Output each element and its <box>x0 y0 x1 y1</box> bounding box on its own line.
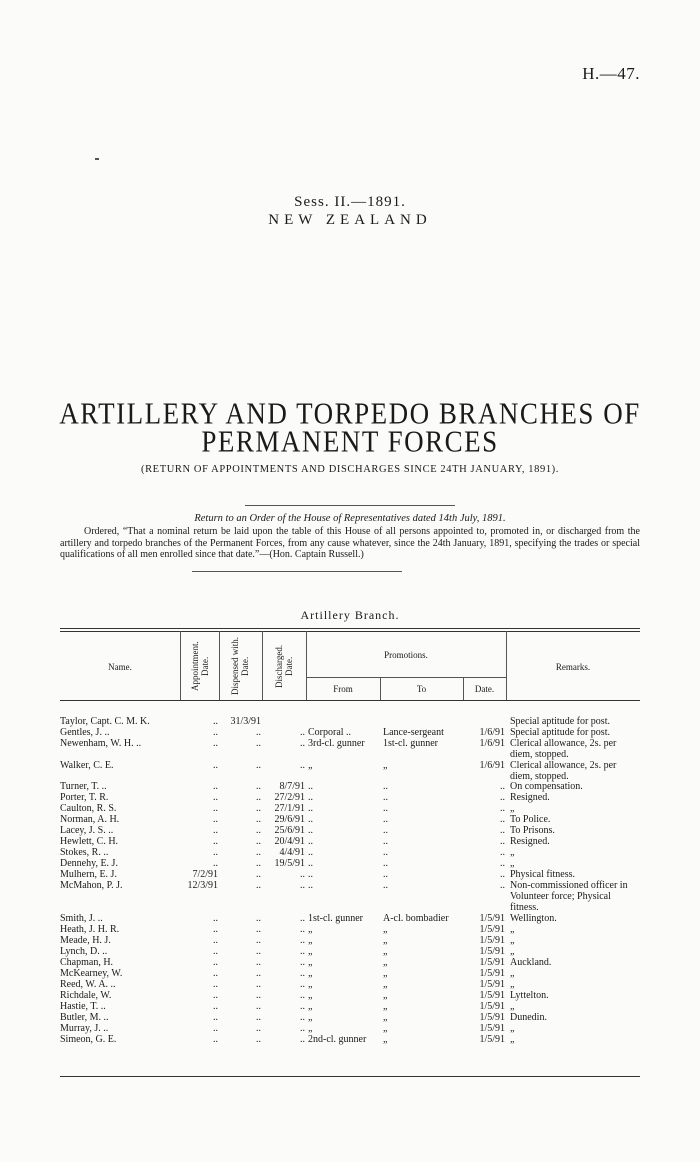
cell-disch: 19/5/91 <box>274 858 305 869</box>
cell-from: „ <box>308 924 313 935</box>
cell-appt: .. <box>213 1023 218 1034</box>
cell-disch: .. <box>300 880 305 891</box>
cell-disch: .. <box>300 913 305 924</box>
cell-from: „ <box>308 935 313 946</box>
cell-to: .. <box>383 792 388 803</box>
cell-appt: .. <box>213 738 218 749</box>
cell-disp: .. <box>256 1012 261 1023</box>
cell-from: .. <box>308 858 313 869</box>
cell-appt: .. <box>213 935 218 946</box>
page-subtitle: (RETURN OF APPOINTMENTS AND DISCHARGES SINCE 24TH JANUARY, 1891). <box>140 464 559 475</box>
cell-from: 2nd-cl. gunner <box>308 1034 367 1045</box>
cell-disch: .. <box>300 1023 305 1034</box>
cell-appt: .. <box>213 716 218 727</box>
header-name: Name. <box>108 662 132 672</box>
cell-from: 3rd-cl. gunner <box>308 738 365 749</box>
cell-to: Lance-sergeant <box>383 727 444 738</box>
cell-from: .. <box>308 792 313 803</box>
col-divider <box>262 631 263 700</box>
cell-date: 1/5/91 <box>479 924 505 935</box>
cell-from: .. <box>308 781 313 792</box>
cell-to: .. <box>383 836 388 847</box>
cell-disp: .. <box>256 836 261 847</box>
cell-date: 1/5/91 <box>479 946 505 957</box>
cell-remarks: To Prisons. <box>510 825 555 836</box>
cell-name: Reed, W. A. .. <box>60 979 116 990</box>
cell-date: .. <box>500 880 505 891</box>
cell-from: 1st-cl. gunner <box>308 913 363 924</box>
cell-disch: .. <box>300 727 305 738</box>
cell-disp: .. <box>256 946 261 957</box>
cell-remarks: Special aptitude for post. <box>510 716 610 727</box>
cell-to: „ <box>383 979 388 990</box>
cell-date: .. <box>500 781 505 792</box>
cell-from: .. <box>308 814 313 825</box>
header-discharged: Discharged. Date. <box>274 644 294 688</box>
cell-remarks: Non-commissioned officer in Volunteer force; Physical fitness. <box>510 880 628 913</box>
cell-to: .. <box>383 880 388 891</box>
cell-remarks: Resigned. <box>510 792 550 803</box>
cell-disch: 20/4/91 <box>274 836 305 847</box>
cell-remarks: „ <box>510 803 515 814</box>
cell-disp: .. <box>256 913 261 924</box>
cell-from: „ <box>308 1012 313 1023</box>
header-appointment: Appointment. Date. <box>190 641 210 691</box>
cell-remarks: „ <box>510 847 515 858</box>
cell-disp: .. <box>256 792 261 803</box>
cell-name: Stokes, R. .. <box>60 847 109 858</box>
cell-from: .. <box>308 847 313 858</box>
cell-date: 1/5/91 <box>479 957 505 968</box>
cell-remarks: Special aptitude for post. <box>510 727 610 738</box>
cell-from: „ <box>308 968 313 979</box>
cell-appt: .. <box>213 803 218 814</box>
header-promotions: Promotions. <box>384 650 428 660</box>
cell-name: Simeon, G. E. <box>60 1034 117 1045</box>
cell-to: „ <box>383 990 388 1001</box>
cell-name: Lynch, D. .. <box>60 946 108 957</box>
cell-appt: .. <box>213 727 218 738</box>
cell-disp: .. <box>256 825 261 836</box>
cell-to: „ <box>383 946 388 957</box>
cell-from: .. <box>308 880 313 891</box>
cell-name: Gentles, J. .. <box>60 727 110 738</box>
header-remarks: Remarks. <box>555 662 591 672</box>
header-from: From <box>333 684 353 694</box>
cell-date: .. <box>500 792 505 803</box>
cell-to: „ <box>383 924 388 935</box>
cell-disp: .. <box>256 957 261 968</box>
cell-name: Porter, T. R. <box>60 792 109 803</box>
cell-date: 1/5/91 <box>479 1034 505 1045</box>
cell-remarks: On compensation. <box>510 781 583 792</box>
cell-disp: .. <box>256 738 261 749</box>
cell-remarks: „ <box>510 979 515 990</box>
table-header-rule <box>60 700 640 701</box>
cell-disp: .. <box>256 990 261 1001</box>
cell-appt: .. <box>213 792 218 803</box>
cell-name: Richdale, W. <box>60 990 112 1001</box>
cell-disch: .. <box>300 760 305 771</box>
cell-name: Butler, M. .. <box>60 1012 109 1023</box>
cell-from: .. <box>308 825 313 836</box>
cell-name: McKearney, W. <box>60 968 123 979</box>
cell-from: .. <box>308 803 313 814</box>
cell-to: „ <box>383 1023 388 1034</box>
cell-remarks: Lyttelton. <box>510 990 549 1001</box>
cell-appt: .. <box>213 781 218 792</box>
cell-disch: .. <box>300 946 305 957</box>
cell-date: 1/6/91 <box>479 727 505 738</box>
cell-remarks: Physical fitness. <box>510 869 575 880</box>
cell-from: .. <box>308 869 313 880</box>
cell-remarks: „ <box>510 946 515 957</box>
cell-disp: .. <box>256 979 261 990</box>
header-dispensed: Dispensed with. Date. <box>230 637 250 695</box>
cell-date: 1/5/91 <box>479 968 505 979</box>
cell-disch: .. <box>300 869 305 880</box>
cell-disch: .. <box>300 935 305 946</box>
cell-disp: .. <box>256 869 261 880</box>
cell-name: Turner, T. .. <box>60 781 107 792</box>
cell-from: Corporal .. <box>308 727 352 738</box>
cell-to: „ <box>383 760 388 771</box>
table-bottom-rule <box>60 1076 640 1077</box>
cell-to: 1st-cl. gunner <box>383 738 438 749</box>
cell-to: „ <box>383 1012 388 1023</box>
order-underline <box>192 571 402 572</box>
cell-disch: .. <box>300 990 305 1001</box>
printer-mark <box>95 158 99 160</box>
cell-appt: .. <box>213 836 218 847</box>
cell-from: „ <box>308 946 313 957</box>
cell-appt: .. <box>213 847 218 858</box>
cell-remarks: Wellington. <box>510 913 557 924</box>
cell-disp: .. <box>256 814 261 825</box>
cell-disp: .. <box>256 1034 261 1045</box>
cell-disch: .. <box>300 924 305 935</box>
cell-remarks: Resigned. <box>510 836 550 847</box>
cell-remarks: Clerical allowance, 2s. per diem, stopped. <box>510 738 617 760</box>
cell-appt: .. <box>213 1001 218 1012</box>
cell-name: Norman, A. H. <box>60 814 120 825</box>
cell-name: Newenham, W. H. .. <box>60 738 142 749</box>
header-date: Date. <box>474 684 495 694</box>
cell-disch: 29/6/91 <box>274 814 305 825</box>
cell-date: .. <box>500 847 505 858</box>
table-top-rule-2 <box>60 631 640 632</box>
cell-appt: .. <box>213 913 218 924</box>
cell-to: .. <box>383 869 388 880</box>
cell-name: Dennehy, E. J. <box>60 858 118 869</box>
cell-disch: .. <box>300 1012 305 1023</box>
cell-appt: .. <box>213 946 218 957</box>
divider <box>245 505 455 506</box>
cell-name: Heath, J. H. R. <box>60 924 120 935</box>
cell-from: „ <box>308 957 313 968</box>
cell-disch: .. <box>300 738 305 749</box>
cell-remarks: „ <box>510 1023 515 1034</box>
cell-remarks: „ <box>510 935 515 946</box>
col-divider <box>180 631 181 700</box>
header-to: To <box>416 684 427 694</box>
cell-date: 1/5/91 <box>479 913 505 924</box>
cell-to: „ <box>383 935 388 946</box>
cell-appt: .. <box>213 979 218 990</box>
return-order-line: Return to an Order of the House of Representatives dated 14th July, 1891. <box>194 513 506 524</box>
cell-disp: .. <box>256 924 261 935</box>
cell-date: 1/6/91 <box>479 738 505 749</box>
cell-appt: 7/2/91 <box>192 869 218 880</box>
cell-appt: .. <box>213 858 218 869</box>
cell-to: .. <box>383 814 388 825</box>
cell-appt: .. <box>213 814 218 825</box>
cell-to: „ <box>383 1001 388 1012</box>
cell-from: „ <box>308 990 313 1001</box>
cell-to: .. <box>383 858 388 869</box>
cell-date: .. <box>500 858 505 869</box>
cell-appt: .. <box>213 1034 218 1045</box>
order-paragraph: Ordered, “That a nominal return be laid upon the table of this House of all persons appointed to, promoted in, or discharged from the artillery and torpedo branches of the Permanent Forces, from any cause whatever, since the 24th January, 1891, specifying the trades or special qualifications of all men enrolled since that date.”—(Hon. Captain Russell.) <box>60 526 640 560</box>
cell-date: 1/5/91 <box>479 1012 505 1023</box>
cell-disp: .. <box>256 935 261 946</box>
cell-disp: .. <box>256 727 261 738</box>
cell-name: Walker, C. E. <box>60 760 114 771</box>
cell-disp: 31/3/91 <box>230 716 261 727</box>
cell-remarks: To Police. <box>510 814 551 825</box>
page-title: ARTILLERY AND TORPEDO BRANCHES OF PERMANENT FORCES <box>59 396 641 459</box>
cell-remarks: „ <box>510 1034 515 1045</box>
col-divider <box>219 631 220 700</box>
cell-from: „ <box>308 1001 313 1012</box>
cell-appt: .. <box>213 990 218 1001</box>
cell-remarks: Clerical allowance, 2s. per diem, stopped. <box>510 760 617 782</box>
cell-remarks: Auckland. <box>510 957 552 968</box>
cell-disch: .. <box>300 979 305 990</box>
cell-appt: 12/3/91 <box>187 880 218 891</box>
cell-date: 1/6/91 <box>479 760 505 771</box>
cell-remarks: „ <box>510 858 515 869</box>
cell-appt: .. <box>213 825 218 836</box>
cell-to: .. <box>383 847 388 858</box>
cell-name: Chapman, H. <box>60 957 114 968</box>
cell-to: .. <box>383 825 388 836</box>
cell-to: .. <box>383 803 388 814</box>
cell-to: .. <box>383 781 388 792</box>
cell-disch: 27/2/91 <box>274 792 305 803</box>
cell-appt: .. <box>213 968 218 979</box>
cell-disch: 8/7/91 <box>279 781 305 792</box>
cell-appt: .. <box>213 957 218 968</box>
cell-from: „ <box>308 760 313 771</box>
cell-from: .. <box>308 836 313 847</box>
cell-name: Meade, H. J. <box>60 935 111 946</box>
session-line: Sess. II.—1891. <box>294 194 406 210</box>
cell-date: .. <box>500 836 505 847</box>
promotions-rule <box>306 677 506 678</box>
cell-disp: .. <box>256 968 261 979</box>
country-line: NEW ZEALAND <box>268 212 432 228</box>
cell-name: Taylor, Capt. C. M. K. <box>60 716 150 727</box>
cell-date: .. <box>500 869 505 880</box>
cell-remarks: „ <box>510 968 515 979</box>
cell-remarks: „ <box>510 924 515 935</box>
cell-name: McMahon, P. J. <box>60 880 123 891</box>
table-top-rule <box>60 628 640 629</box>
cell-from: „ <box>308 979 313 990</box>
cell-disch: 25/6/91 <box>274 825 305 836</box>
cell-appt: .. <box>213 760 218 771</box>
cell-name: Caulton, R. S. <box>60 803 117 814</box>
cell-to: „ <box>383 968 388 979</box>
cell-appt: .. <box>213 924 218 935</box>
cell-disch: .. <box>300 1034 305 1045</box>
cell-disp: .. <box>256 847 261 858</box>
cell-date: .. <box>500 825 505 836</box>
cell-date: 1/5/91 <box>479 979 505 990</box>
cell-date: 1/5/91 <box>479 1023 505 1034</box>
cell-disch: .. <box>300 957 305 968</box>
cell-disch: .. <box>300 968 305 979</box>
cell-date: .. <box>500 803 505 814</box>
cell-name: Smith, J. .. <box>60 913 103 924</box>
section-title: Artillery Branch. <box>300 608 400 622</box>
cell-date: 1/5/91 <box>479 990 505 1001</box>
cell-disp: .. <box>256 858 261 869</box>
cell-name: Hewlett, C. H. <box>60 836 119 847</box>
cell-date: .. <box>500 814 505 825</box>
cell-to: „ <box>383 957 388 968</box>
cell-appt: .. <box>213 1012 218 1023</box>
cell-remarks: Dunedin. <box>510 1012 547 1023</box>
cell-date: 1/5/91 <box>479 935 505 946</box>
cell-name: Hastie, T. .. <box>60 1001 106 1012</box>
cell-name: Mulhern, E. J. <box>60 869 117 880</box>
cell-to: A-cl. bombadier <box>383 913 449 924</box>
cell-disp: .. <box>256 781 261 792</box>
cell-disp: .. <box>256 1001 261 1012</box>
cell-date: 1/5/91 <box>479 1001 505 1012</box>
cell-disp: .. <box>256 803 261 814</box>
cell-name: Murray, J. .. <box>60 1023 109 1034</box>
cell-disch: 27/1/91 <box>274 803 305 814</box>
cell-from: „ <box>308 1023 313 1034</box>
cell-to: „ <box>383 1034 388 1045</box>
cell-remarks: „ <box>510 1001 515 1012</box>
cell-disp: .. <box>256 760 261 771</box>
cell-name: Lacey, J. S. .. <box>60 825 114 836</box>
cell-disp: .. <box>256 880 261 891</box>
cell-disp: .. <box>256 1023 261 1034</box>
document-id: H.—47. <box>582 64 640 83</box>
cell-disch: .. <box>300 1001 305 1012</box>
cell-disch: 4/4/91 <box>279 847 305 858</box>
